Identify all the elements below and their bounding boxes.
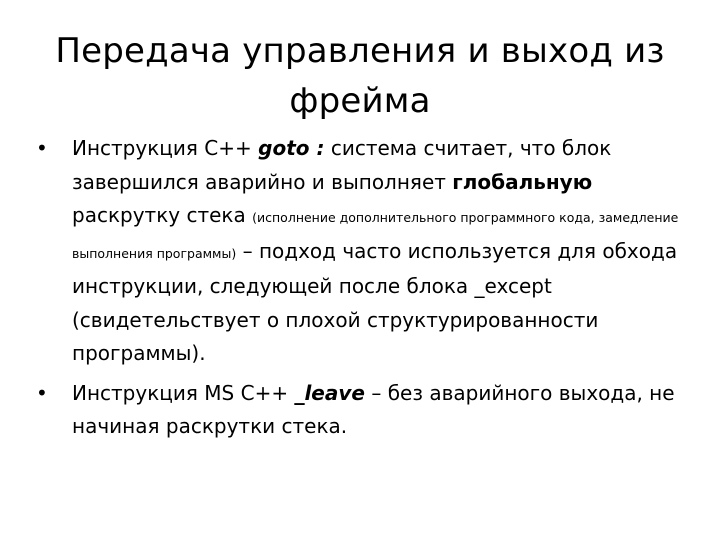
title-line-2: фрейма: [289, 81, 431, 121]
bullet-item-goto: [36, 132, 686, 371]
leave-keyword: _leave: [294, 380, 365, 405]
bullet2-text-2: – без аварийного выхода, не начиная раскрутки стека.: [72, 380, 675, 438]
bullet1-colon: :: [309, 136, 325, 160]
bullet-marker: •: [36, 380, 48, 405]
slide-title: [36, 26, 684, 126]
bullet1-small-note: (исполнение дополнительного программного кода, замедление выполнения программы): [72, 210, 679, 261]
title-line-1: Передача управления и выход из: [55, 31, 665, 71]
bullet1-text-3: раскрутку стека: [72, 203, 253, 227]
bullet1-text-1: Инструкция С++: [72, 136, 259, 160]
goto-keyword: goto: [258, 136, 310, 160]
bullet1-text-2: система считает, что блок завершился аварийно и выполняет: [72, 136, 612, 194]
bullet-marker: •: [36, 136, 48, 160]
bullet2-text-1: Инструкция MS С++: [72, 380, 295, 405]
bullet1-text-4: – подход часто используется для обхода инструкции, следующей после блока _except (свидетельствует о плохой структурированности программы).: [72, 238, 678, 365]
bullet-list: [36, 132, 686, 450]
global-emphasis: глобальную: [452, 169, 593, 194]
bullet-item-leave: [36, 377, 686, 444]
